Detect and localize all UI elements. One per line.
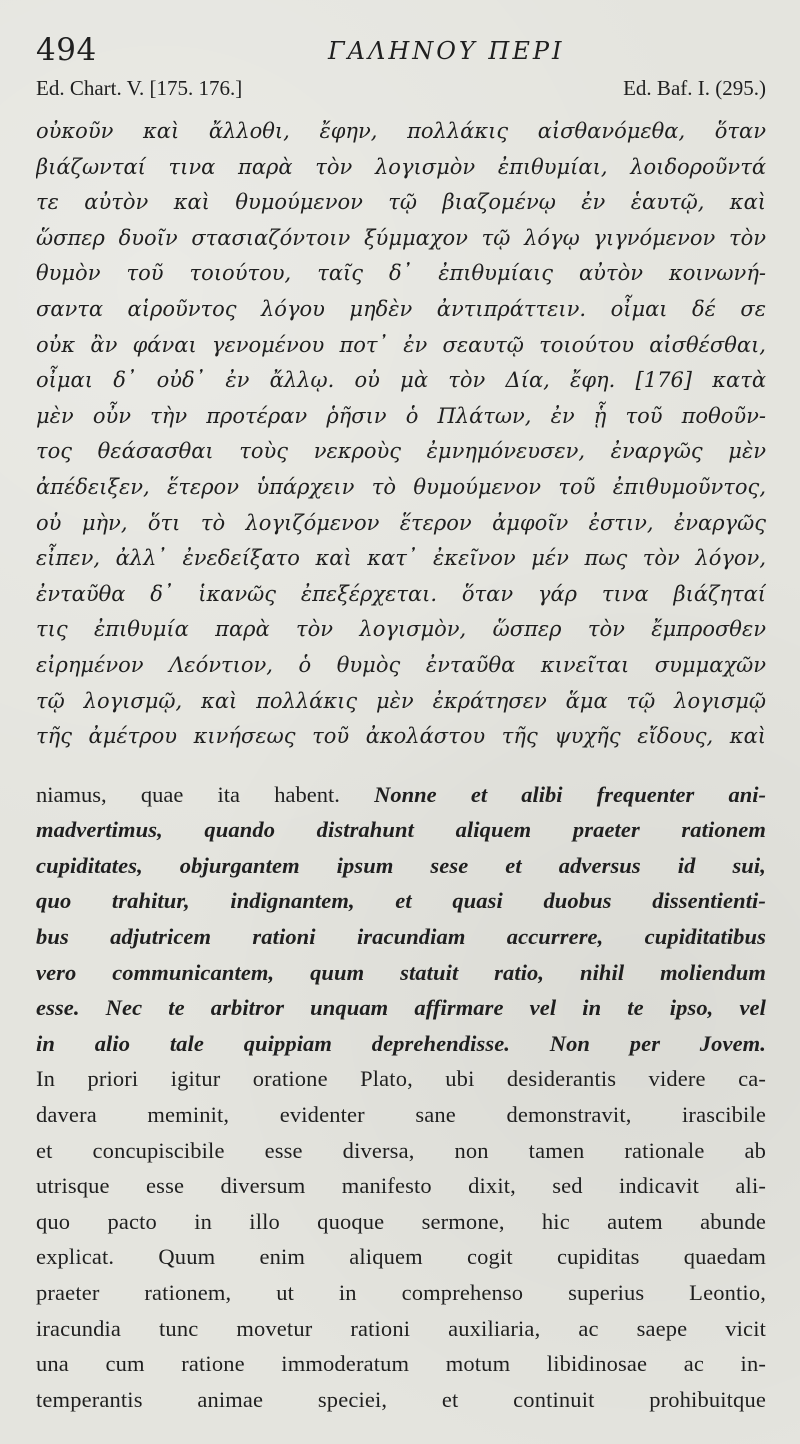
latin-text-line: praeter rationem, ut in comprehenso superius Leontio, [36,1280,766,1305]
latin-text-line: bus adjutricem rationi iracundiam accurrere, cupiditatibus [36,924,766,950]
greek-text-line: σαντα αἱροῦντος λόγου μηδὲν ἀντιπράττειν. οἶμαι δέ σε [36,296,766,321]
latin-text-line: utrisque esse diversum manifesto dixit, sed indicavit ali- [36,1173,766,1199]
greek-text-line: οὐκ ἂν φάναι γενομένου ποτ᾽ ἐν σεαυτῷ τοιούτου αἰσθέσθαι, [36,332,766,357]
latin-text-line: davera meminit, evidenter sane demonstravit, irascibile [36,1102,766,1128]
greek-text-line: τῷ λογισμῷ, καὶ πολλάκις μὲν ἐκράτησεν ἅμα τῷ λογισμῷ [36,688,766,713]
greek-text-line: οὐ μὴν, ὅτι τὸ λογιζόμενον ἕτερον ἀμφοῖν ἐστιν, ἐναργῶς [36,510,766,535]
edition-line [36,76,766,108]
latin-text-line: et concupiscibile esse diversa, non tamen rationale ab [36,1137,766,1163]
latin-text-line: temperantis animae speciei, et continuit prohibuitque [36,1386,766,1412]
greek-text-line: τε αὐτὸν καὶ θυμούμενον τῷ βιαζομένῳ ἐν ἑαυτῷ, καὶ [36,190,766,215]
greek-text-block [36,114,766,755]
greek-text-line: μὲν οὖν τὴν προτέραν ῥῆσιν ὁ Πλάτων, ἐν ᾗ τοῦ ποθοῦν- [36,403,766,428]
greek-text-line: οἶμαι δ᾽ οὐδ᾽ ἐν ἄλλῳ. οὐ μὰ τὸν Δία, ἔφη. [176] κατὰ [36,368,766,393]
greek-text-line: εἰρημένον Λεόντιον, ὁ θυμὸς ἐνταῦθα κινεῖται συμμαχῶν [36,652,766,677]
greek-text-line: ἐνταῦθα δ᾽ ἱκανῶς ἐπεξέρχεται. ὅταν γάρ τινα βιάζηταί [36,581,766,606]
greek-text-line: ὥσπερ δυοῖν στασιαζόντοιν ξύμμαχον τῷ λόγῳ γιγνόμενον τὸν [36,225,766,250]
greek-text-line: βιάζωνταί τινα παρὰ τὸν λογισμὸν ἐπιθυμίαι, λοιδοροῦντά [36,154,766,179]
greek-text-line: εἶπεν, ἀλλ᾽ ἐνεδείξατο καὶ κατ᾽ ἐκεῖνον μέν πως τὸν λόγον, [36,546,766,571]
latin-text-line: cupiditates, objurgantem ipsum sese et adversus id sui, [36,852,766,878]
page-header [36,24,766,76]
greek-text-line: τῆς ἀμέτρου κινήσεως τοῦ ἀκολάστου τῆς ψυχῆς εἴδους, καὶ [36,724,766,749]
latin-text-line: una cum ratione immoderatum motum libidinosae ac in- [36,1351,766,1377]
greek-text-line: θυμὸν τοῦ τοιούτου, ταῖς δ᾽ ἐπιθυμίαις αὐτὸν κοινωνή- [36,261,766,286]
latin-text-line: quo trahitur, indignantem, et quasi duobus dissentienti- [36,888,766,914]
edition-right-reference: Ed. Baf. I. (295.) [623,76,766,100]
page-number: 494 [36,32,97,68]
greek-text-line: ἀπέδειξεν, ἕτερον ὑπάρχειν τὸ θυμούμενον τοῦ ἐπιθυμοῦντος, [36,474,766,499]
latin-text-line: esse. Nec te arbitror unquam affirmare vel in te ipso, vel [36,995,766,1021]
latin-text-line: in alio tale quippiam deprehendisse. Non per Jovem. [36,1030,766,1056]
edition-left-reference: Ed. Chart. V. [175. 176.] [36,76,243,100]
latin-text-line [36,777,766,813]
latin-text-block [36,777,766,1418]
latin-italic-fragment: Nonne et alibi frequenter ani- [374,781,766,807]
greek-text-line: οὐκοῦν καὶ ἄλλοθι, ἔφην, πολλάκις αἰσθανόμεθα, ὅταν [36,119,766,143]
latin-text-line: madvertimus, quando distrahunt aliquem praeter rationem [36,817,766,843]
latin-text-line: quo pacto in illo quoque sermone, hic autem abunde [36,1208,766,1234]
latin-text-line: In priori igitur oratione Plato, ubi desiderantis videre ca- [36,1066,766,1092]
greek-text-line: τος θεάσασθαι τοὺς νεκροὺς ἐμνημόνευσεν, ἐναργῶς μὲν [36,439,766,464]
latin-text-line: iracundia tunc movetur rationi auxiliaria, ac saepe vicit [36,1315,766,1341]
running-title: ΓΑΛΗΝΟΥ ΠΕΡΙ [328,37,565,65]
greek-text-line: τις ἐπιθυμία παρὰ τὸν λογισμὸν, ὥσπερ τὸν ἔμπροσθεν [36,617,766,642]
latin-text-line: vero communicantem, quum statuit ratio, nihil moliendum [36,959,766,985]
latin-roman-fragment: niamus, quae ita habent. [36,781,375,807]
latin-text-line: explicat. Quum enim aliquem cogit cupiditas quaedam [36,1244,766,1270]
